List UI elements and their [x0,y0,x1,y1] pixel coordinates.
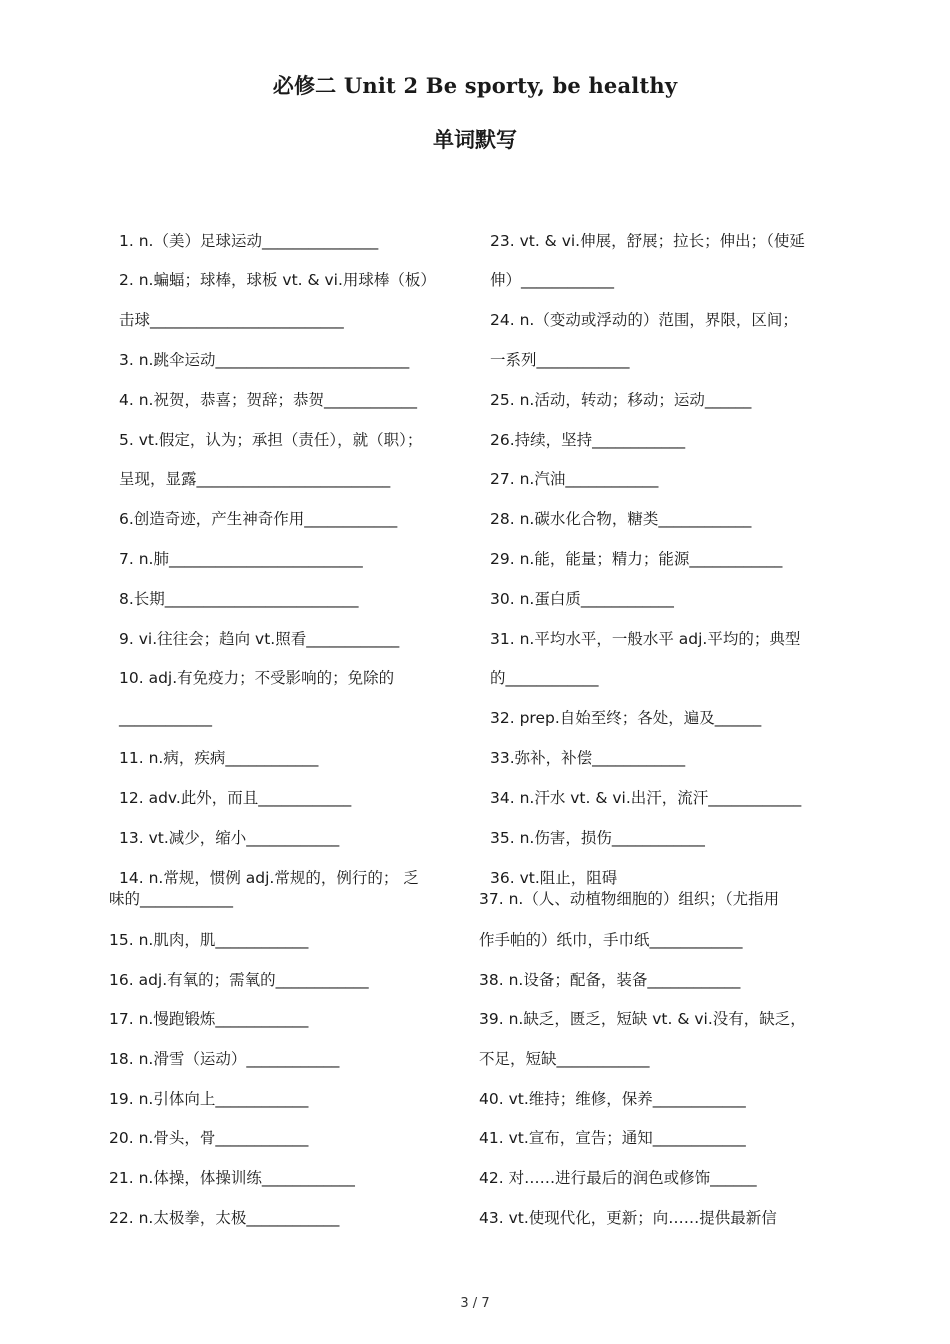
right-line: 29. n.能，能量；精力；能源____________ [490,550,783,568]
left-line: 15. n.肌肉，肌____________ [109,931,309,949]
left-line: 击球_________________________ [119,311,344,329]
left-line: 呈现，显露_________________________ [119,470,391,488]
left-line: 4. n.祝贺，恭喜；贺辞；恭贺____________ [119,391,417,409]
left-line: 味的____________ [109,890,234,908]
document-title: 必修二 Unit 2 Be sporty, be healthy [272,73,678,98]
right-line: 23. vt. & vi.伸展，舒展；拉长；伸出；（使延 [490,232,805,250]
right-line: 伸）____________ [490,271,615,289]
right-line: 39. n.缺乏，匮乏，短缺 vt. & vi.没有，缺乏， [479,1010,806,1028]
left-line: 7. n.肺_________________________ [119,550,363,568]
left-line: 13. vt.减少，缩小____________ [119,829,340,847]
right-line: 32. prep.自始至终；各处，遍及______ [490,709,762,727]
left-line: 17. n.慢跑锻炼____________ [109,1010,309,1028]
document-subtitle: 单词默写 [433,127,517,152]
right-line: 不足，短缺____________ [479,1050,650,1068]
left-line: 5. vt.假定，认为；承担（责任），就（职）； [119,431,423,449]
left-line: 16. adj.有氧的；需氧的____________ [109,971,369,989]
right-line: 24. n.（变动或浮动的）范围，界限，区间； [490,311,798,329]
left-line: 2. n.蝙蝠；球棒，球板 vt. & vi.用球棒（板） [119,271,436,289]
right-line: 37. n.（人、动植物细胞的）组织；（尤指用 [479,890,780,908]
right-line: 26.持续，坚持____________ [490,431,686,449]
left-line: 21. n.体操，体操训练____________ [109,1169,355,1187]
left-line: 3. n.跳伞运动_________________________ [119,351,410,369]
left-line: ____________ [119,709,212,727]
right-line: 作手帕的）纸巾，手巾纸____________ [479,931,743,949]
right-line: 33.弥补，补偿____________ [490,749,686,767]
right-line: 43. vt.使现代化，更新；向……提供最新信 [479,1209,777,1227]
left-line: 10. adj.有免疫力；不受影响的；免除的 [119,669,395,687]
left-line: 6.创造奇迹，产生神奇作用____________ [119,510,398,528]
left-line: 14. n.常规，惯例 adj.常规的，例行的； 乏 [119,869,419,887]
right-line: 25. n.活动，转动；移动；运动______ [490,391,752,409]
right-line: 35. n.伤害，损伤____________ [490,829,705,847]
right-line: 36. vt.阻止，阻碍 [490,869,618,887]
left-line: 11. n.病，疾病____________ [119,749,319,767]
right-line: 的____________ [490,669,599,687]
right-line: 40. vt.维持；维修，保养____________ [479,1090,746,1108]
right-line: 42. 对……进行最后的润色或修饰______ [479,1169,757,1187]
left-line: 18. n.滑雪（运动）____________ [109,1050,340,1068]
left-line: 1. n.（美）足球运动_______________ [119,232,379,250]
right-line: 27. n.汽油____________ [490,470,659,488]
right-line: 41. vt.宣布，宣告；通知____________ [479,1129,746,1147]
left-line: 19. n.引体向上____________ [109,1090,309,1108]
page-number: 3 / 7 [460,1296,490,1311]
left-line: 8.长期_________________________ [119,590,359,608]
left-line: 12. adv.此外，而且____________ [119,789,352,807]
right-line: 31. n.平均水平，一般水平 adj.平均的；典型 [490,630,801,648]
right-line: 38. n.设备；配备，装备____________ [479,971,741,989]
right-line: 28. n.碳水化合物，糖类____________ [490,510,752,528]
right-line: 一系列____________ [490,351,630,369]
left-line: 20. n.骨头，骨____________ [109,1129,309,1147]
left-line: 22. n.太极拳，太极____________ [109,1209,340,1227]
left-line: 9. vi.往往会；趋向 vt.照看____________ [119,630,400,648]
right-line: 34. n.汗水 vt. & vi.出汗，流汗____________ [490,789,802,807]
right-line: 30. n.蛋白质____________ [490,590,674,608]
